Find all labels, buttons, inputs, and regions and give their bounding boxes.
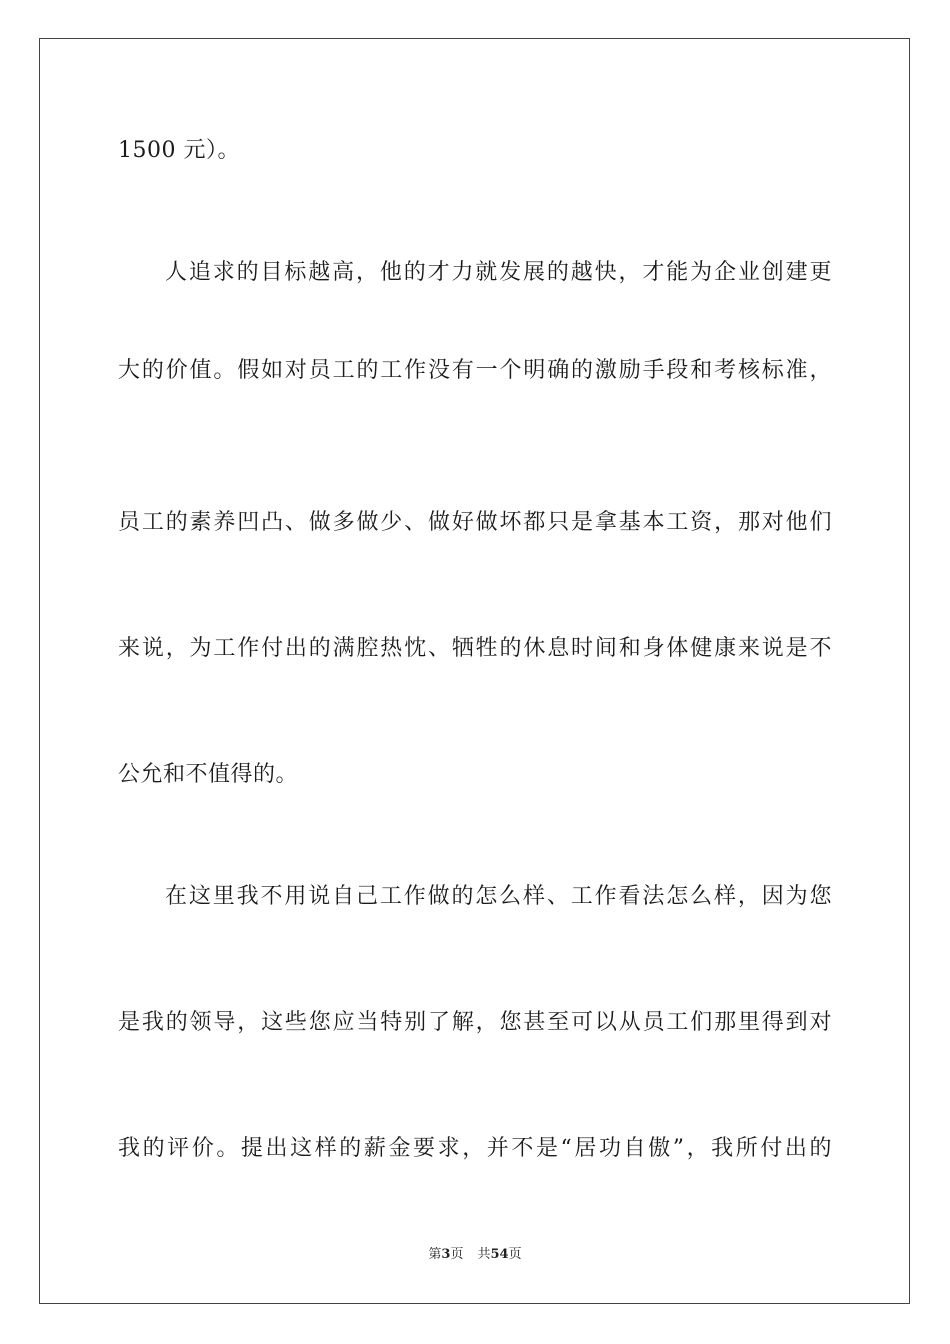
text-line-6: 公允和不值得的。 — [118, 762, 299, 787]
footer-page-suffix: 页 — [450, 1247, 464, 1262]
text-line-3: 大的价值。假如对员工的工作没有一个明确的激励手段和考核标准， — [118, 358, 832, 383]
text-line-8: 是我的领导，这些您应当特别了解，您甚至可以从员工们那里得到对 — [118, 1010, 832, 1035]
text-line-2: 人追求的目标越高，他的才力就发展的越快，才能为企业创建更 — [165, 260, 832, 285]
text-line-7: 在这里我不用说自己工作做的怎么样、工作看法怎么样，因为您 — [165, 884, 832, 909]
page-footer — [0, 1246, 950, 1264]
footer-page-number: 3 — [441, 1247, 451, 1262]
page-frame — [39, 38, 910, 1304]
footer-page-prefix: 第 — [428, 1247, 442, 1262]
footer-total-suffix: 页 — [508, 1247, 522, 1262]
footer-total-pages: 54 — [490, 1247, 509, 1262]
text-line-5: 来说，为工作付出的满腔热忱、牺牲的休息时间和身体健康来说是不 — [118, 636, 832, 661]
footer-total-prefix: 共 — [477, 1247, 491, 1262]
text-line-4: 员工的素养凹凸、做多做少、做好做坏都只是拿基本工资，那对他们 — [118, 510, 832, 535]
text-line-9: 我的评价。提出这样的薪金要求，并不是“居功自傲”，我所付出的 — [118, 1136, 832, 1161]
text-line-1: 1500 元）。 — [118, 138, 240, 163]
